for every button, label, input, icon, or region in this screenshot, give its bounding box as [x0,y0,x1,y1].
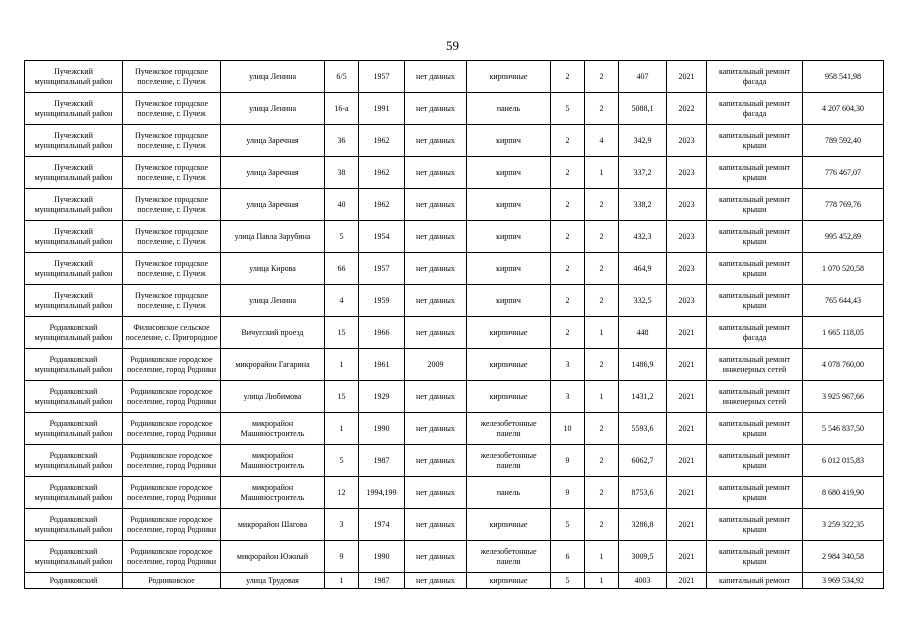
cost-cell: 1 665 118,05 [803,317,884,349]
district-cell: Пучежский муниципальный район [25,93,123,125]
wall-material-cell: кирпичные [467,317,551,349]
build-year-cell: 1957 [359,253,405,285]
wall-material-cell: кирпич [467,189,551,221]
cost-cell: 778 769,76 [803,189,884,221]
repair-type-cell: капитальный ремонт фасада [707,61,803,93]
entrances-cell: 1 [585,541,619,573]
district-cell: Родниковский муниципальный район [25,317,123,349]
district-cell: Пучежский муниципальный район [25,253,123,285]
table-row [25,541,884,573]
planned-year-cell: 2023 [667,189,707,221]
house-number-cell: 5 [325,445,359,477]
build-year-cell: 1959 [359,285,405,317]
district-cell: Родниковский муниципальный район [25,381,123,413]
area-cell: 342,9 [619,125,667,157]
planned-year-cell: 2021 [667,413,707,445]
table-row [25,477,884,509]
table-row [25,349,884,381]
table-row [25,221,884,253]
table-row [25,157,884,189]
house-number-cell: 5 [325,221,359,253]
repair-type-cell: капитальный ремонт [707,573,803,589]
cost-cell: 3 969 534,92 [803,573,884,589]
build-year-cell: 1961 [359,349,405,381]
area-cell: 332,5 [619,285,667,317]
floors-cell: 5 [551,93,585,125]
table-row [25,317,884,349]
area-cell: 4003 [619,573,667,589]
settlement-cell: Пучежское городское поселение, г. Пучеж [123,285,221,317]
last-repair-year-cell: нет данных [405,93,467,125]
last-repair-year-cell: 2009 [405,349,467,381]
planned-year-cell: 2023 [667,125,707,157]
street-cell: улица Заречная [221,157,325,189]
last-repair-year-cell: нет данных [405,477,467,509]
last-repair-year-cell: нет данных [405,221,467,253]
area-cell: 337,2 [619,157,667,189]
cost-cell: 8 680 419,90 [803,477,884,509]
cost-cell: 4 207 604,30 [803,93,884,125]
build-year-cell: 1974 [359,509,405,541]
area-cell: 1486,9 [619,349,667,381]
table-row [25,125,884,157]
entrances-cell: 2 [585,93,619,125]
last-repair-year-cell: нет данных [405,157,467,189]
table-row [25,381,884,413]
housing-repair-table [24,60,884,589]
entrances-cell: 2 [585,253,619,285]
planned-year-cell: 2023 [667,285,707,317]
house-number-cell: 15 [325,317,359,349]
wall-material-cell: кирпич [467,157,551,189]
last-repair-year-cell: нет данных [405,445,467,477]
street-cell: Вичугский проезд [221,317,325,349]
table-row [25,445,884,477]
repair-type-cell: капитальный ремонт крыши [707,509,803,541]
repair-type-cell: капитальный ремонт фасада [707,93,803,125]
table-row [25,413,884,445]
planned-year-cell: 2021 [667,317,707,349]
planned-year-cell: 2022 [667,93,707,125]
last-repair-year-cell: нет данных [405,253,467,285]
table-row [25,93,884,125]
area-cell: 1431,2 [619,381,667,413]
house-number-cell: 9 [325,541,359,573]
floors-cell: 2 [551,317,585,349]
planned-year-cell: 2021 [667,541,707,573]
floors-cell: 3 [551,381,585,413]
last-repair-year-cell: нет данных [405,509,467,541]
district-cell: Родниковский муниципальный район [25,477,123,509]
settlement-cell: Родниковское городское поселение, город Родники [123,477,221,509]
street-cell: улица Ленина [221,285,325,317]
repair-type-cell: капитальный ремонт фасада [707,317,803,349]
street-cell: улица Павла Зарубина [221,221,325,253]
settlement-cell: Пучежское городское поселение, г. Пучеж [123,253,221,285]
cost-cell: 3 259 322,35 [803,509,884,541]
planned-year-cell: 2021 [667,573,707,589]
entrances-cell: 4 [585,125,619,157]
cost-cell: 4 078 760,00 [803,349,884,381]
build-year-cell: 1990 [359,413,405,445]
build-year-cell: 1987 [359,445,405,477]
house-number-cell: 40 [325,189,359,221]
wall-material-cell: кирпичные [467,349,551,381]
entrances-cell: 2 [585,189,619,221]
street-cell: улица Любимова [221,381,325,413]
wall-material-cell: кирпич [467,253,551,285]
entrances-cell: 2 [585,413,619,445]
planned-year-cell: 2023 [667,221,707,253]
repair-type-cell: капитальный ремонт крыши [707,541,803,573]
area-cell: 3009,5 [619,541,667,573]
district-cell: Родниковский муниципальный район [25,541,123,573]
street-cell: микрорайон Гагарина [221,349,325,381]
district-cell: Пучежский муниципальный район [25,125,123,157]
wall-material-cell: панель [467,477,551,509]
settlement-cell: Пучежское городское поселение, г. Пучеж [123,221,221,253]
wall-material-cell: кирпич [467,125,551,157]
repair-type-cell: капитальный ремонт инженерных сетей [707,381,803,413]
area-cell: 8753,6 [619,477,667,509]
cost-cell: 958 541,98 [803,61,884,93]
last-repair-year-cell: нет данных [405,125,467,157]
repair-type-cell: капитальный ремонт крыши [707,477,803,509]
entrances-cell: 1 [585,157,619,189]
last-repair-year-cell: нет данных [405,573,467,589]
cost-cell: 765 644,43 [803,285,884,317]
cost-cell: 789 592,40 [803,125,884,157]
house-number-cell: 3 [325,509,359,541]
entrances-cell: 2 [585,509,619,541]
repair-type-cell: капитальный ремонт крыши [707,253,803,285]
district-cell: Пучежский муниципальный район [25,157,123,189]
floors-cell: 2 [551,61,585,93]
entrances-cell: 2 [585,285,619,317]
cost-cell: 995 452,89 [803,221,884,253]
floors-cell: 2 [551,285,585,317]
floors-cell: 2 [551,189,585,221]
house-number-cell: 38 [325,157,359,189]
repair-type-cell: капитальный ремонт крыши [707,157,803,189]
wall-material-cell: кирпичные [467,61,551,93]
repair-type-cell: капитальный ремонт крыши [707,189,803,221]
street-cell: улица Заречная [221,189,325,221]
floors-cell: 5 [551,573,585,589]
entrances-cell: 2 [585,349,619,381]
cost-cell: 5 546 837,50 [803,413,884,445]
area-cell: 6062,7 [619,445,667,477]
build-year-cell: 1957 [359,61,405,93]
district-cell: Родниковский муниципальный район [25,445,123,477]
settlement-cell: Родниковское городское поселение, город Родники [123,541,221,573]
entrances-cell: 1 [585,573,619,589]
planned-year-cell: 2021 [667,61,707,93]
wall-material-cell: железобетонные панели [467,413,551,445]
wall-material-cell: кирпичные [467,509,551,541]
last-repair-year-cell: нет данных [405,541,467,573]
wall-material-cell: железобетонные панели [467,445,551,477]
floors-cell: 6 [551,541,585,573]
table-row [25,61,884,93]
page-number: 59 [446,38,459,53]
settlement-cell: Родниковское городское поселение, город Родники [123,381,221,413]
street-cell: улица Кирова [221,253,325,285]
build-year-cell: 1954 [359,221,405,253]
repair-type-cell: капитальный ремонт крыши [707,221,803,253]
area-cell: 432,3 [619,221,667,253]
floors-cell: 5 [551,509,585,541]
house-number-cell: 4 [325,285,359,317]
build-year-cell: 1962 [359,125,405,157]
house-number-cell: 12 [325,477,359,509]
repair-type-cell: капитальный ремонт инженерных сетей [707,349,803,381]
planned-year-cell: 2023 [667,157,707,189]
house-number-cell: 36 [325,125,359,157]
wall-material-cell: кирпичные [467,381,551,413]
planned-year-cell: 2023 [667,253,707,285]
table-row [25,285,884,317]
district-cell: Пучежский муниципальный район [25,221,123,253]
repair-type-cell: капитальный ремонт крыши [707,285,803,317]
district-cell: Пучежский муниципальный район [25,189,123,221]
entrances-cell: 1 [585,381,619,413]
floors-cell: 2 [551,125,585,157]
planned-year-cell: 2021 [667,349,707,381]
cost-cell: 2 984 340,58 [803,541,884,573]
area-cell: 3286,8 [619,509,667,541]
district-cell: Родниковский муниципальный район [25,413,123,445]
wall-material-cell: панель [467,93,551,125]
area-cell: 464,9 [619,253,667,285]
district-cell: Родниковский муниципальный район [25,349,123,381]
floors-cell: 9 [551,477,585,509]
floors-cell: 3 [551,349,585,381]
settlement-cell: Родниковское городское поселение, город Родники [123,509,221,541]
repair-type-cell: капитальный ремонт крыши [707,125,803,157]
settlement-cell: Пучежское городское поселение, г. Пучеж [123,189,221,221]
house-number-cell: 16-а [325,93,359,125]
district-cell: Пучежский муниципальный район [25,285,123,317]
planned-year-cell: 2021 [667,445,707,477]
district-cell: Родниковский муниципальный район [25,509,123,541]
last-repair-year-cell: нет данных [405,317,467,349]
last-repair-year-cell: нет данных [405,189,467,221]
house-number-cell: 1 [325,349,359,381]
area-cell: 448 [619,317,667,349]
settlement-cell: Пучежское городское поселение, г. Пучеж [123,157,221,189]
wall-material-cell: кирпич [467,221,551,253]
build-year-cell: 1962 [359,189,405,221]
wall-material-cell: железобетонные панели [467,541,551,573]
last-repair-year-cell: нет данных [405,61,467,93]
house-number-cell: 15 [325,381,359,413]
street-cell: улица Заречная [221,125,325,157]
floors-cell: 10 [551,413,585,445]
wall-material-cell: кирпичные [467,573,551,589]
wall-material-cell: кирпич [467,285,551,317]
planned-year-cell: 2021 [667,477,707,509]
last-repair-year-cell: нет данных [405,381,467,413]
table-row [25,573,884,589]
settlement-cell: Родниковское городское поселение, город Родники [123,413,221,445]
street-cell: улица Ленина [221,61,325,93]
floors-cell: 9 [551,445,585,477]
floors-cell: 2 [551,221,585,253]
district-cell: Пучежский муниципальный район [25,61,123,93]
cost-cell: 776 467,07 [803,157,884,189]
settlement-cell: Родниковское городское поселение, город Родники [123,349,221,381]
repair-type-cell: капитальный ремонт крыши [707,445,803,477]
entrances-cell: 2 [585,221,619,253]
street-cell: улица Трудовая [221,573,325,589]
settlement-cell: Филисовское сельское поселение, с. Пригородное [123,317,221,349]
entrances-cell: 2 [585,445,619,477]
build-year-cell: 1962 [359,157,405,189]
settlement-cell: Пучежское городское поселение, г. Пучеж [123,93,221,125]
build-year-cell: 1994,199 [359,477,405,509]
table-row [25,189,884,221]
street-cell: микрорайон Машиностроитель [221,445,325,477]
house-number-cell: 1 [325,573,359,589]
street-cell: улица Ленина [221,93,325,125]
build-year-cell: 1987 [359,573,405,589]
build-year-cell: 1991 [359,93,405,125]
build-year-cell: 1966 [359,317,405,349]
last-repair-year-cell: нет данных [405,413,467,445]
repair-type-cell: капитальный ремонт крыши [707,413,803,445]
district-cell: Родниковский [25,573,123,589]
table-row [25,509,884,541]
street-cell: микрорайон Южный [221,541,325,573]
settlement-cell: Пучежское городское поселение, г. Пучеж [123,125,221,157]
floors-cell: 2 [551,253,585,285]
area-cell: 338,2 [619,189,667,221]
table-row [25,253,884,285]
planned-year-cell: 2021 [667,509,707,541]
area-cell: 407 [619,61,667,93]
entrances-cell: 2 [585,61,619,93]
floors-cell: 2 [551,157,585,189]
house-number-cell: 6/5 [325,61,359,93]
cost-cell: 3 925 967,66 [803,381,884,413]
cost-cell: 1 070 520,58 [803,253,884,285]
planned-year-cell: 2021 [667,381,707,413]
last-repair-year-cell: нет данных [405,285,467,317]
settlement-cell: Родниковское городское поселение, город Родники [123,445,221,477]
area-cell: 5593,6 [619,413,667,445]
street-cell: микрорайон Машиностроитель [221,477,325,509]
entrances-cell: 1 [585,317,619,349]
street-cell: микрорайон Машиностроитель [221,413,325,445]
street-cell: микрорайон Шагова [221,509,325,541]
entrances-cell: 2 [585,477,619,509]
build-year-cell: 1929 [359,381,405,413]
cost-cell: 6 012 015,83 [803,445,884,477]
settlement-cell: Родниковское [123,573,221,589]
house-number-cell: 66 [325,253,359,285]
area-cell: 5088,1 [619,93,667,125]
house-number-cell: 1 [325,413,359,445]
settlement-cell: Пучежское городское поселение, г. Пучеж [123,61,221,93]
build-year-cell: 1990 [359,541,405,573]
